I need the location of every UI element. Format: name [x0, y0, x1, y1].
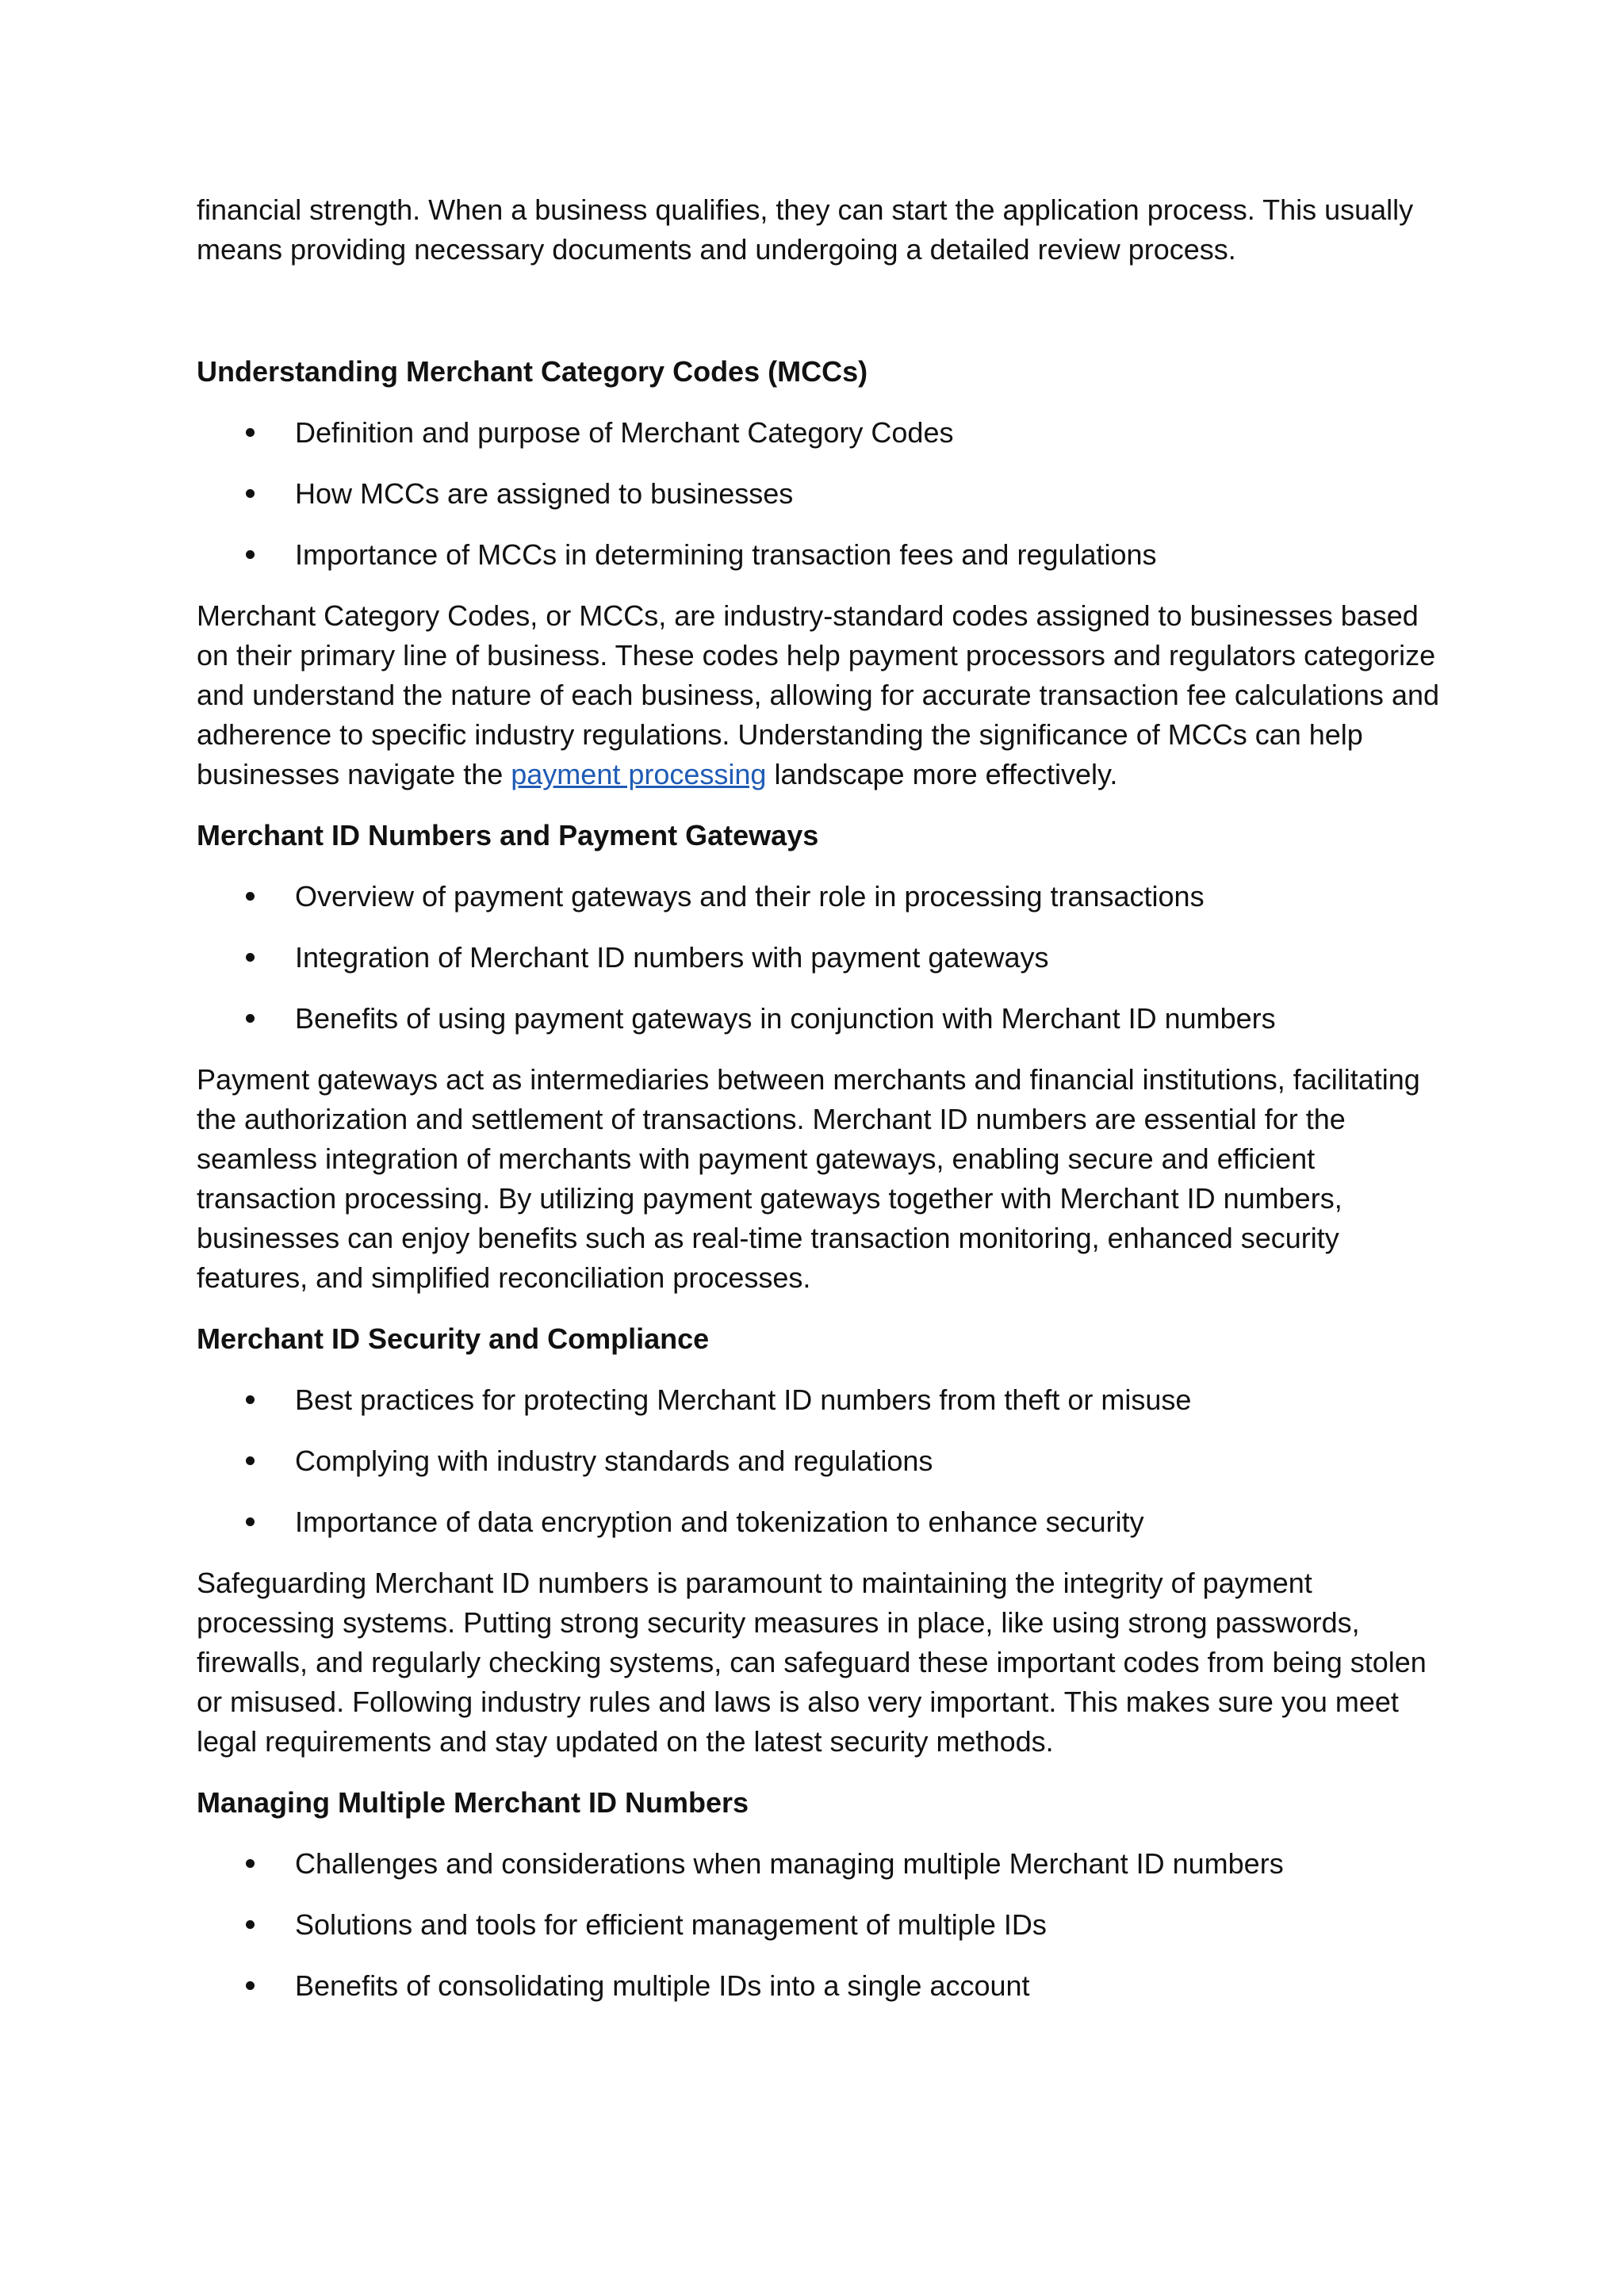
bullet-list-gateways [197, 877, 1450, 1039]
list-item-text: Solutions and tools for efficient management of multiple IDs [295, 1908, 1047, 1941]
bullet-icon [246, 1920, 255, 1929]
list-item-text: Complying with industry standards and regulations [295, 1445, 933, 1477]
list-item [197, 1502, 1450, 1542]
payment-processing-link[interactable]: payment processing [511, 758, 767, 790]
list-item [197, 938, 1450, 978]
bullet-icon [246, 953, 255, 962]
section-heading-gateways: Merchant ID Numbers and Payment Gateways [197, 819, 819, 851]
list-item-text: Best practices for protecting Merchant ID numbers from theft or misuse [295, 1383, 1192, 1416]
bullet-icon [246, 428, 255, 437]
bullet-icon [246, 1456, 255, 1465]
bullet-list-security [197, 1380, 1450, 1542]
paragraph-text: Merchant Category Codes, or MCCs, are industry-standard codes assigned to businesses based on their primary line of business. These codes help payment processors and regulators categorize and understand the nature of each business, allowing for accurate transaction fee calculations and adherence to specific industry regulations. Understanding the significance of MCCs can help businesses navigate the [197, 599, 1440, 790]
list-item [197, 1966, 1450, 2006]
bullet-icon [246, 489, 255, 498]
bullet-icon [246, 1395, 255, 1404]
paragraph-text: landscape more effectively. [766, 758, 1118, 790]
bullet-list-multiple [197, 1844, 1450, 2006]
bullet-icon [246, 892, 255, 901]
list-item-text: Importance of data encryption and tokenization to enhance security [295, 1506, 1144, 1538]
list-item-text: Benefits of using payment gateways in conjunction with Merchant ID numbers [295, 1002, 1276, 1035]
list-item [197, 999, 1450, 1039]
bullet-icon [246, 1517, 255, 1526]
list-item-text: Importance of MCCs in determining transaction fees and regulations [295, 538, 1157, 571]
bullet-icon [246, 1014, 255, 1023]
section-heading-multiple: Managing Multiple Merchant ID Numbers [197, 1786, 749, 1819]
list-item-text: How MCCs are assigned to businesses [295, 477, 794, 510]
intro-paragraph: financial strength. When a business qualifies, they can start the application process. This usually means providing necessary documents and undergoing a detailed review process. [197, 193, 1414, 266]
list-item [197, 1380, 1450, 1420]
list-item-text: Overview of payment gateways and their role in processing transactions [295, 880, 1205, 913]
list-item-text: Definition and purpose of Merchant Category Codes [295, 416, 954, 449]
list-item [197, 877, 1450, 916]
list-item-text: Challenges and considerations when managing multiple Merchant ID numbers [295, 1847, 1284, 1880]
section-heading-mcc: Understanding Merchant Category Codes (MCCs) [197, 355, 868, 388]
bullet-list-mcc [197, 413, 1450, 575]
section-heading-security: Merchant ID Security and Compliance [197, 1322, 710, 1355]
bullet-icon [246, 1981, 255, 1990]
list-item-text: Benefits of consolidating multiple IDs into a single account [295, 1969, 1030, 2002]
document-page [197, 190, 1450, 2027]
section-paragraph-gateways: Payment gateways act as intermediaries between merchants and financial institutions, facilitating the authorization and settlement of transactions. Merchant ID numbers are essential for the seamless integration of merchants with payment gateways, enabling secure and efficient transaction processing. By utilizing payment gateways together with Merchant ID numbers, businesses can enjoy benefits such as real-time transaction monitoring, enhanced security features, and simplified reconciliation processes. [197, 1063, 1420, 1294]
bullet-icon [246, 1859, 255, 1868]
list-item [197, 1441, 1450, 1481]
list-item [197, 474, 1450, 514]
list-item [197, 413, 1450, 453]
list-item-text: Integration of Merchant ID numbers with payment gateways [295, 941, 1049, 974]
list-item [197, 535, 1450, 575]
bullet-icon [246, 550, 255, 559]
section-paragraph-security: Safeguarding Merchant ID numbers is paramount to maintaining the integrity of payment processing systems. Putting strong security measures in place, like using strong passwords, firewalls, and regularly checking systems, can safeguard these important codes from being stolen or misused. Following industry rules and laws is also very important. This makes sure you meet legal requirements and stay updated on the latest security methods. [197, 1567, 1427, 1758]
list-item [197, 1905, 1450, 1945]
section-paragraph-mcc [197, 596, 1450, 794]
list-item [197, 1844, 1450, 1884]
